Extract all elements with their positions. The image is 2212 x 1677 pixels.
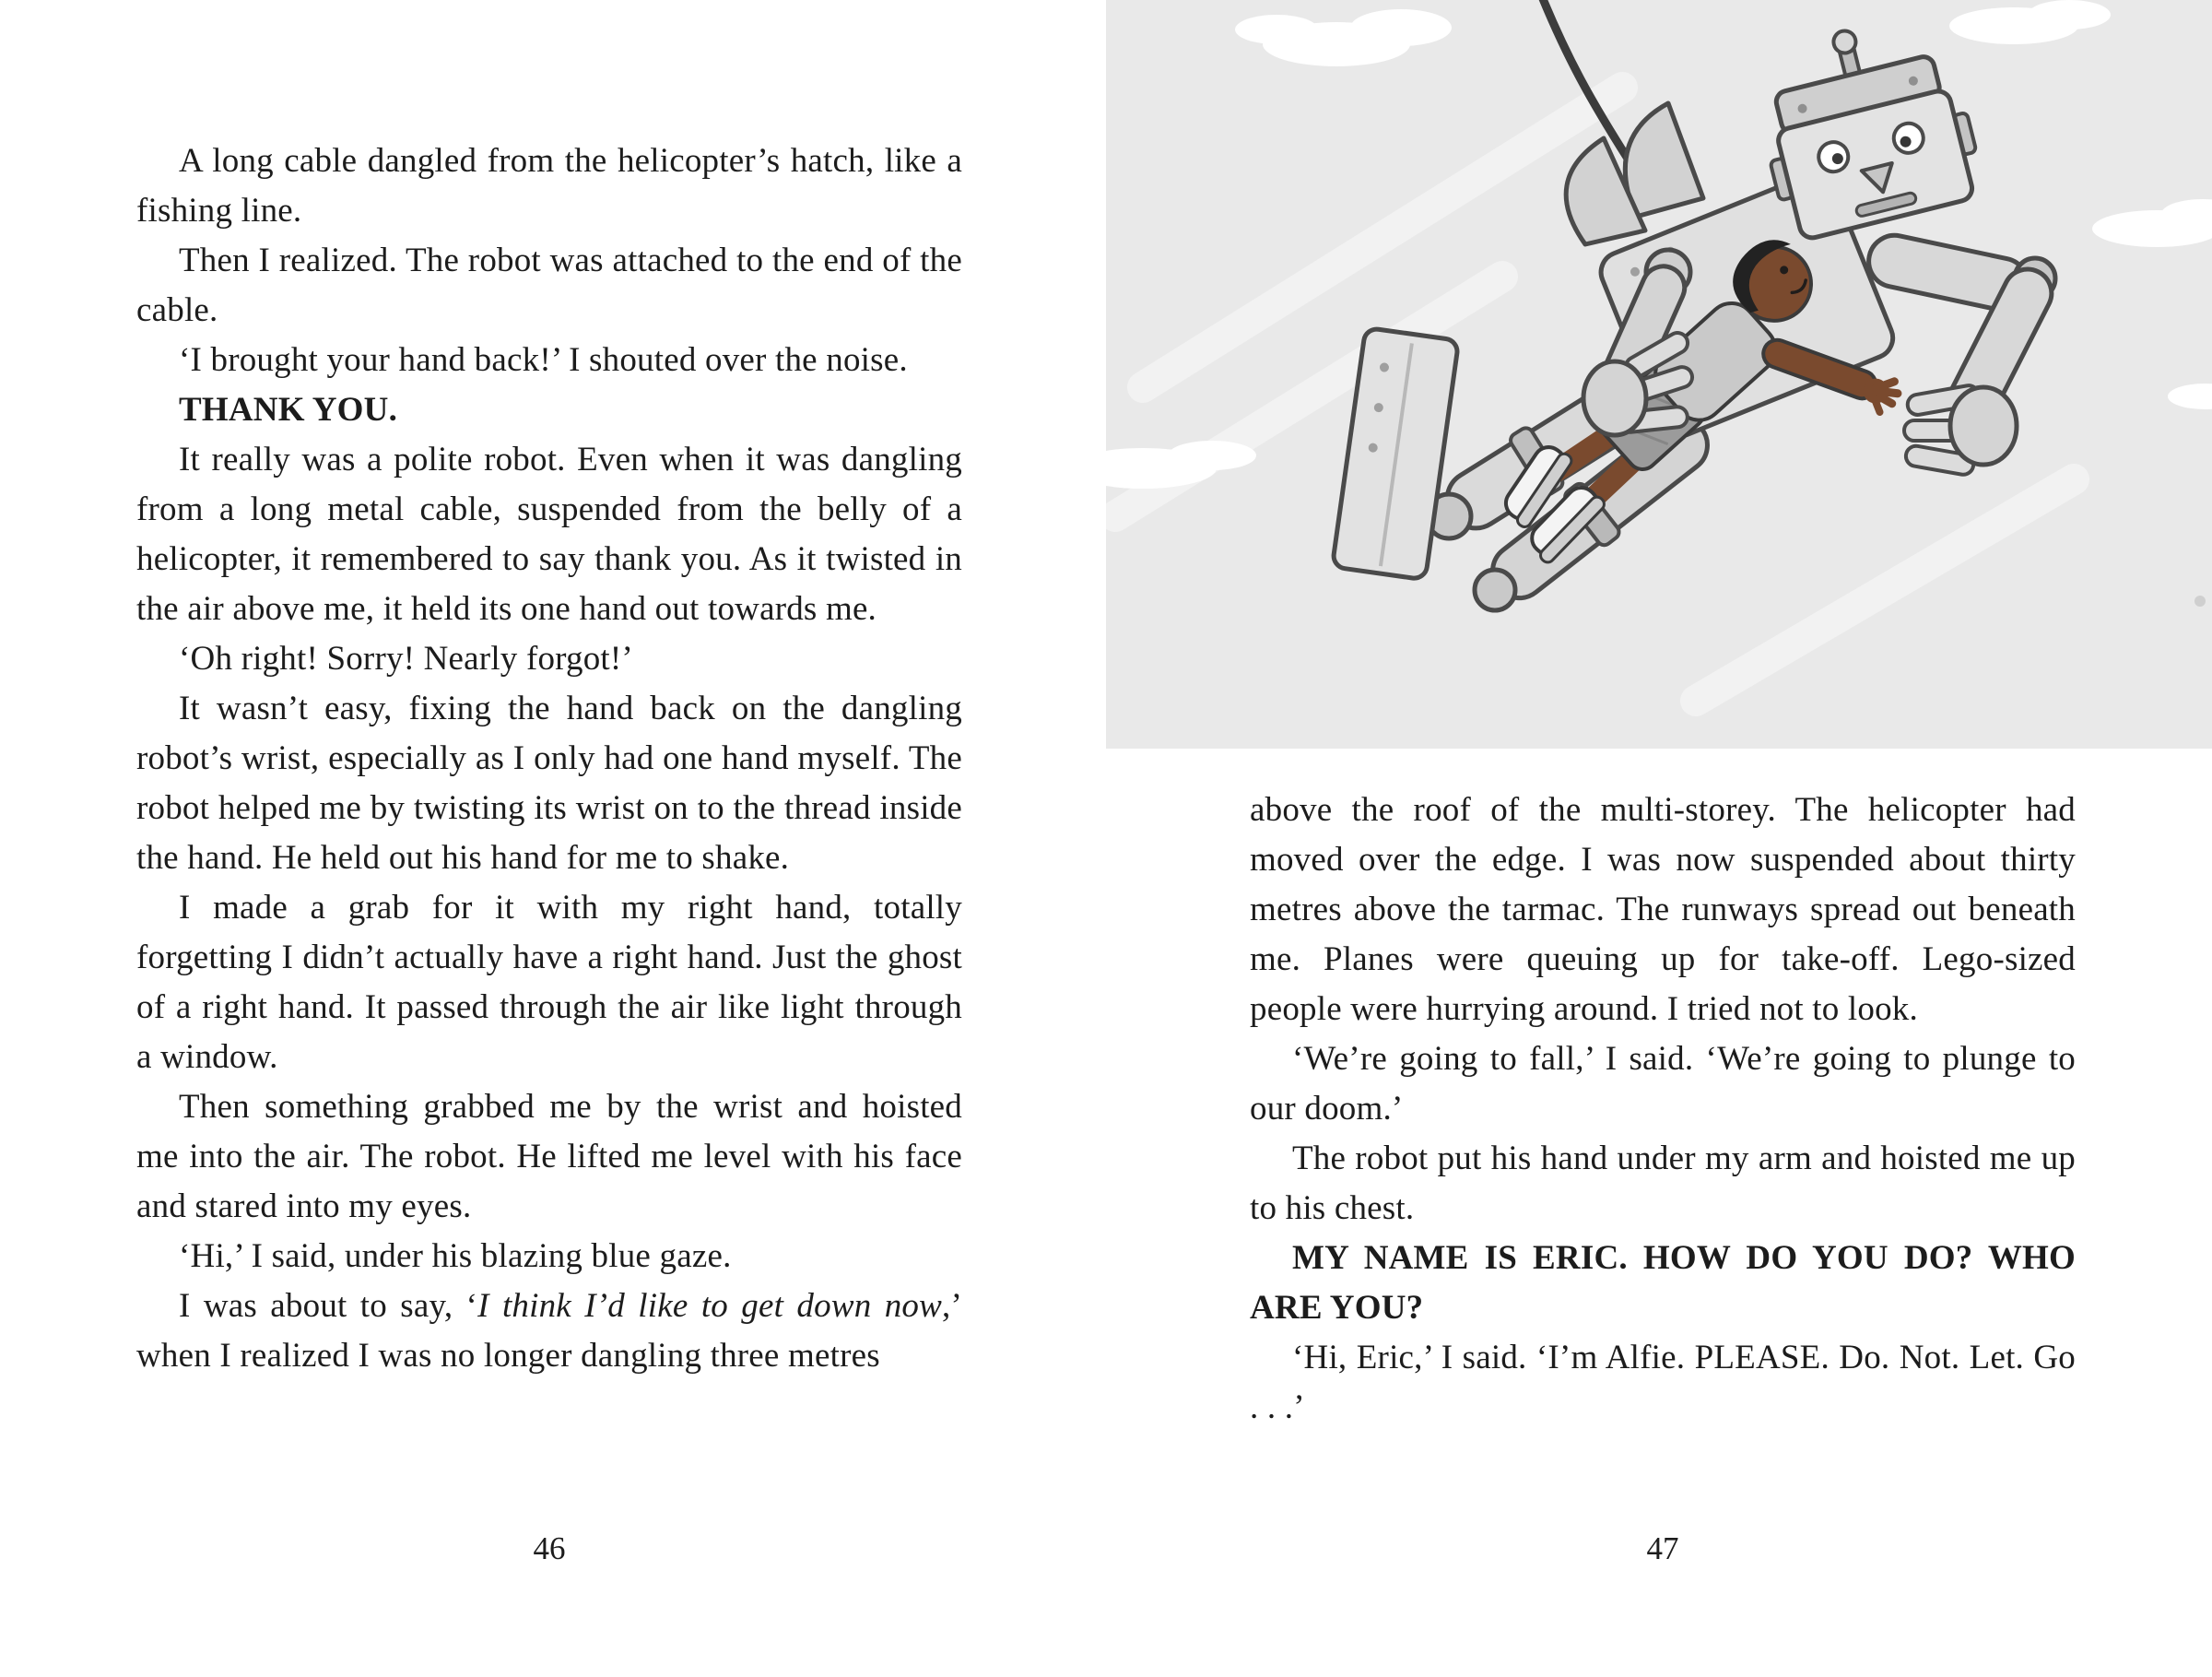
paragraph: Then something grabbed me by the wrist and hoisted me into the air. The robot. He lifted me level with his face and stared into my eyes. <box>136 1088 962 1225</box>
right-page-text <box>1250 785 2076 1433</box>
paragraph: ‘Hi,’ I said, under his blazing blue gaze. <box>179 1237 732 1275</box>
paragraph: ‘We’re going to fall,’ I said. ‘We’re going to plunge to our doom.’ <box>1250 1040 2076 1128</box>
right-page-number: 47 <box>1646 1530 1679 1566</box>
paragraph-with-italic <box>136 1281 962 1381</box>
robot-speech-paragraph: MY NAME IS ERIC. HOW DO YOU DO? WHO ARE YOU? <box>1250 1239 2076 1327</box>
paragraph: Then I realized. The robot was attached to the end of the cable. <box>136 242 962 329</box>
robot-carrying-boy-illustration <box>1106 0 2212 749</box>
paragraph: It really was a polite robot. Even when it was dangling from a long metal cable, suspended from the belly of a helicopter, it remembered to say thank you. As it twisted in the air above me, it held its one hand out towards me. <box>136 441 962 628</box>
paragraph: ‘Hi, Eric,’ I said. ‘I’m Alfie. PLEASE. Do. Not. Let. Go . . .’ <box>1250 1339 2076 1426</box>
paragraph: ‘Oh right! Sorry! Nearly forgot!’ <box>179 640 633 678</box>
speck <box>2194 596 2206 607</box>
paragraph: I made a grab for it with my right hand, totally forgetting I didn’t actually have a right hand. Just the ghost of a right hand. It passed through the air like light through a window. <box>136 889 962 1076</box>
text-run: I was about to say, ‘ <box>179 1287 478 1325</box>
left-page-number: 46 <box>533 1530 566 1566</box>
text-run: ,’ when I realized I was no longer dangling three metres <box>136 1287 962 1375</box>
paragraph: It wasn’t easy, fixing the hand back on the dangling robot’s wrist, especially as I only had one hand myself. The robot helped me by twisting its wrist on to the thread inside the hand. He held out his hand for me to shake. <box>136 690 962 877</box>
italic-text-run: I think I’d like to get down now <box>477 1287 943 1325</box>
continuation-paragraph: above the roof of the multi-storey. The helicopter had moved over the edge. I was now suspended about thirty metres above the tarmac. The runways spread out beneath me. Planes were queuing up for take-off. Lego-sized people were hurrying around. I tried not to look. <box>1250 791 2076 1028</box>
robot-speech-paragraph: THANK YOU. <box>179 391 398 429</box>
paragraph: A long cable dangled from the helicopter’s hatch, like a fishing line. <box>136 142 962 230</box>
robot-far-hand <box>1904 384 2017 476</box>
paragraph: The robot put his hand under my arm and hoisted me up to his chest. <box>1250 1140 2076 1227</box>
left-page-text <box>136 136 962 1381</box>
paragraph: ‘I brought your hand back!’ I shouted over the noise. <box>179 341 908 379</box>
